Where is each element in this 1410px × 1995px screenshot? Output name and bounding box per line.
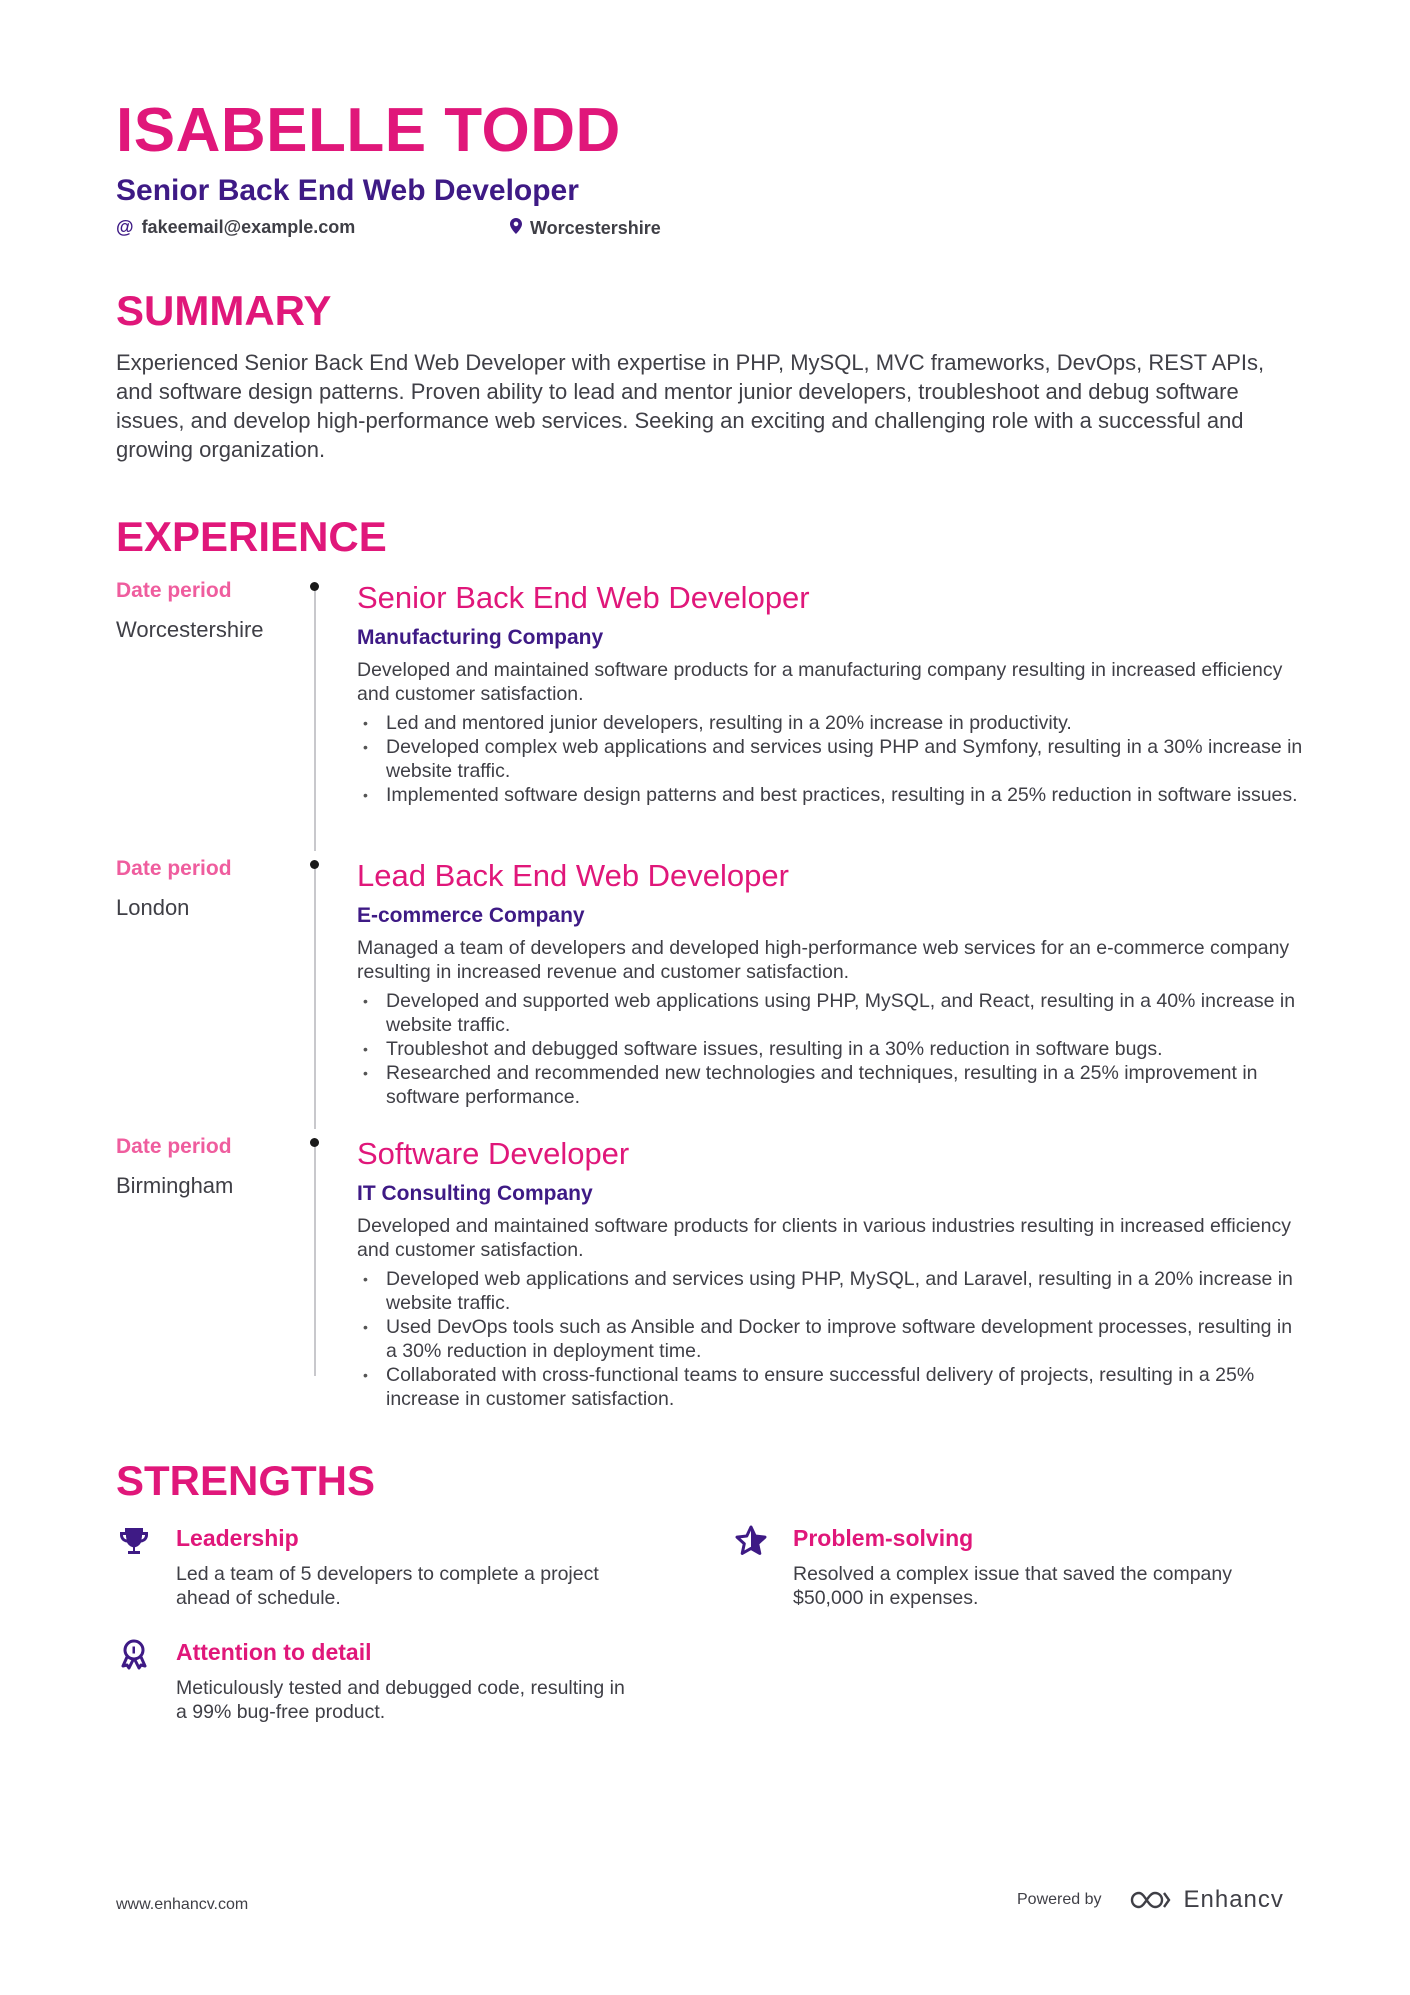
job-location: London — [116, 895, 190, 920]
summary-text: Experienced Senior Back End Web Developer with expertise in PHP, MySQL, MVC frameworks, DevOps, REST APIs, and software design patterns. Proven ability to lead and mentor junior developers, troubleshoot and debug software issues, and develop high-performance web services. Seeking an exciting and challenging role with a successful and growing organization. — [116, 350, 1265, 462]
list-item: • Troubleshot and debugged software issues, resulting in a 30% reduction in software bugs. — [363, 1038, 1163, 1060]
award-medal-icon — [116, 1637, 152, 1673]
brand-name: Enhancv — [1183, 1886, 1284, 1913]
timeline-dot — [310, 1138, 319, 1147]
job-bullets — [357, 711, 1307, 807]
list-item: • Implemented software design patterns and best practices, resulting in a 25% reduction in software issues. — [363, 784, 1298, 806]
job-bullets — [357, 1267, 1307, 1411]
candidate-name: ISABELLE TODD — [116, 96, 621, 165]
experience-item — [357, 1138, 1307, 1411]
strength-title: Attention to detail — [176, 1639, 372, 1665]
summary-heading: SUMMARY — [116, 287, 332, 334]
strength-description: Led a team of 5 developers to complete a project ahead of schedule. — [176, 1563, 599, 1609]
candidate-title: Senior Back End Web Developer — [116, 174, 579, 207]
experience-item — [357, 860, 1307, 1109]
experience-item — [357, 582, 1307, 807]
powered-by-label: Powered by — [1017, 1891, 1102, 1908]
timeline-dot — [310, 860, 319, 869]
job-description: Managed a team of developers and developed high-performance web services for an e-commerce company resulting in increased revenue and customer satisfaction. — [357, 937, 1290, 983]
contact-email[interactable] — [116, 218, 355, 236]
footer-brand — [1017, 1886, 1284, 1914]
email-text: fakeemail@example.com — [141, 217, 356, 237]
location-text: Worcestershire — [530, 217, 661, 238]
list-item: • Researched and recommended new technologies and techniques, resulting in a 25% improvement in software performance. — [363, 1062, 1258, 1108]
strength-item — [116, 1527, 636, 1610]
job-role: Software Developer — [357, 1136, 630, 1171]
timeline-line — [314, 1144, 316, 1376]
job-date: Date period — [116, 1135, 232, 1158]
job-location: Birmingham — [116, 1173, 234, 1198]
strengths-heading: STRENGTHS — [116, 1457, 376, 1504]
experience-heading: EXPERIENCE — [116, 513, 387, 560]
strength-description: Meticulously tested and debugged code, resulting in a 99% bug-free product. — [176, 1677, 625, 1723]
job-description: Developed and maintained software products for a manufacturing company resulting in increased efficiency and customer satisfaction. — [357, 659, 1283, 705]
job-description: Developed and maintained software products for clients in various industries resulting in increased efficiency and customer satisfaction. — [357, 1215, 1291, 1261]
timeline-dot — [310, 582, 319, 591]
job-company: Manufacturing Company — [357, 626, 604, 649]
job-role: Senior Back End Web Developer — [357, 580, 810, 615]
timeline-line — [314, 866, 316, 1129]
job-date: Date period — [116, 857, 232, 880]
strength-title: Problem-solving — [793, 1525, 974, 1551]
strength-item — [733, 1527, 1253, 1610]
timeline-line — [314, 588, 316, 851]
list-item: • Developed and supported web applications using PHP, MySQL, and React, resulting in a 40% increase in website traffic. — [363, 990, 1296, 1036]
list-item: • Collaborated with cross-functional teams to ensure successful delivery of projects, resulting in a 25% increase in customer satisfaction. — [363, 1364, 1255, 1410]
star-icon — [733, 1523, 769, 1559]
footer-website[interactable]: www.enhancv.com — [116, 1896, 249, 1913]
at-sign-icon: @ — [116, 217, 134, 237]
job-date: Date period — [116, 579, 232, 602]
job-location: Worcestershire — [116, 617, 264, 642]
job-company: E-commerce Company — [357, 904, 585, 927]
strength-item — [116, 1641, 636, 1724]
trophy-icon — [116, 1523, 152, 1559]
list-item: • Used DevOps tools such as Ansible and Docker to improve software development processes, resulting in a 30% reduction in deployment time. — [363, 1316, 1293, 1362]
enhancv-logo[interactable] — [1128, 1886, 1284, 1914]
strength-description: Resolved a complex issue that saved the company $50,000 in expenses. — [793, 1563, 1232, 1609]
list-item: • Led and mentored junior developers, resulting in a 20% increase in productivity. — [363, 712, 1072, 734]
job-bullets — [357, 989, 1307, 1109]
list-item: • Developed web applications and services using PHP, MySQL, and Laravel, resulting in a 20% increase in website traffic. — [363, 1268, 1293, 1314]
job-role: Lead Back End Web Developer — [357, 858, 789, 893]
enhancv-logo-icon — [1128, 1888, 1172, 1912]
contact-location — [510, 218, 661, 237]
list-item: • Developed complex web applications and services using PHP and Symfony, resulting in a 30% increase in website traffic. — [363, 736, 1303, 782]
strength-title: Leadership — [176, 1525, 299, 1551]
map-pin-icon — [510, 218, 522, 237]
job-company: IT Consulting Company — [357, 1182, 593, 1205]
